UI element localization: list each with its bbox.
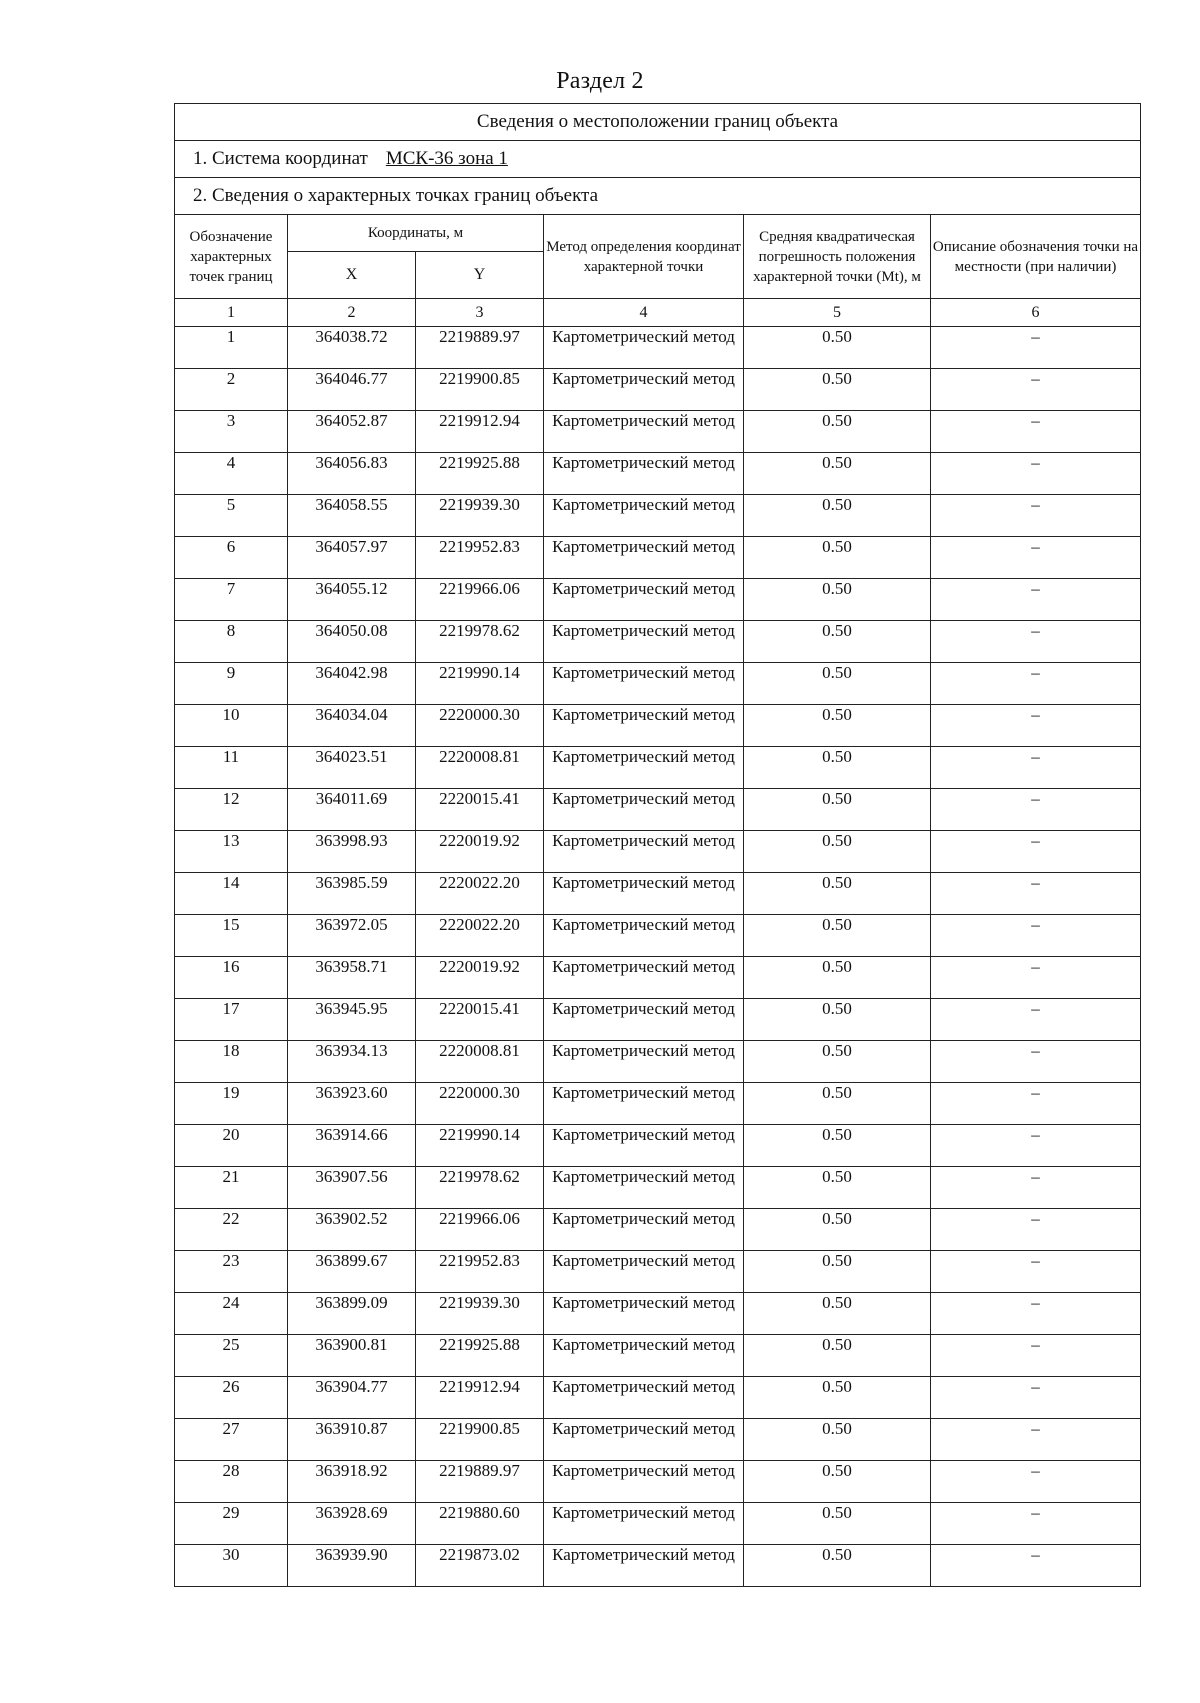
y-coordinate-cell: 2220022.20 xyxy=(416,915,544,957)
x-coordinate-cell: 364052.87 xyxy=(288,411,416,453)
col-header-point: Обозначение характерных точек границ xyxy=(175,215,288,299)
description-cell: – xyxy=(931,915,1141,957)
method-cell: Картометрический метод xyxy=(544,495,744,537)
col-header-x: X xyxy=(288,252,416,299)
column-number: 2 xyxy=(288,299,416,327)
table-row xyxy=(175,621,1141,663)
error-cell: 0.50 xyxy=(744,1041,931,1083)
point-number-cell: 19 xyxy=(175,1083,288,1125)
description-cell: – xyxy=(931,1503,1141,1545)
description-cell: – xyxy=(931,1335,1141,1377)
method-cell: Картометрический метод xyxy=(544,1293,744,1335)
x-coordinate-cell: 363904.77 xyxy=(288,1377,416,1419)
col-header-description: Описание обозначения точки на местности (при наличии) xyxy=(931,215,1141,299)
method-cell: Картометрический метод xyxy=(544,873,744,915)
description-cell: – xyxy=(931,327,1141,369)
description-cell: – xyxy=(931,1125,1141,1167)
point-number-cell: 8 xyxy=(175,621,288,663)
x-coordinate-cell: 363910.87 xyxy=(288,1419,416,1461)
table-row xyxy=(175,1125,1141,1167)
method-cell: Картометрический метод xyxy=(544,537,744,579)
point-number-cell: 21 xyxy=(175,1167,288,1209)
column-number: 1 xyxy=(175,299,288,327)
x-coordinate-cell: 363907.56 xyxy=(288,1167,416,1209)
description-cell: – xyxy=(931,663,1141,705)
method-cell: Картометрический метод xyxy=(544,1167,744,1209)
point-number-cell: 20 xyxy=(175,1125,288,1167)
description-cell: – xyxy=(931,999,1141,1041)
error-cell: 0.50 xyxy=(744,1461,931,1503)
error-cell: 0.50 xyxy=(744,1251,931,1293)
error-cell: 0.50 xyxy=(744,411,931,453)
y-coordinate-cell: 2219925.88 xyxy=(416,1335,544,1377)
y-coordinate-cell: 2219966.06 xyxy=(416,579,544,621)
point-number-cell: 7 xyxy=(175,579,288,621)
method-cell: Картометрический метод xyxy=(544,999,744,1041)
error-cell: 0.50 xyxy=(744,957,931,999)
y-coordinate-cell: 2219990.14 xyxy=(416,1125,544,1167)
col-header-y: Y xyxy=(416,252,544,299)
point-number-cell: 14 xyxy=(175,873,288,915)
point-number-cell: 18 xyxy=(175,1041,288,1083)
table-row xyxy=(175,453,1141,495)
description-cell: – xyxy=(931,537,1141,579)
method-cell: Картометрический метод xyxy=(544,621,744,663)
y-coordinate-cell: 2219952.83 xyxy=(416,537,544,579)
description-cell: – xyxy=(931,1293,1141,1335)
point-number-cell: 30 xyxy=(175,1545,288,1587)
error-cell: 0.50 xyxy=(744,999,931,1041)
boundary-points-table xyxy=(174,103,1141,1587)
col-header-coords: Координаты, м xyxy=(288,215,544,252)
method-cell: Картометрический метод xyxy=(544,1125,744,1167)
table-row xyxy=(175,1209,1141,1251)
error-cell: 0.50 xyxy=(744,1209,931,1251)
description-cell: – xyxy=(931,579,1141,621)
table-row xyxy=(175,831,1141,873)
table-row xyxy=(175,495,1141,537)
table-row xyxy=(175,747,1141,789)
point-number-cell: 24 xyxy=(175,1293,288,1335)
x-coordinate-cell: 364038.72 xyxy=(288,327,416,369)
point-number-cell: 29 xyxy=(175,1503,288,1545)
error-cell: 0.50 xyxy=(744,747,931,789)
error-cell: 0.50 xyxy=(744,1083,931,1125)
error-cell: 0.50 xyxy=(744,327,931,369)
error-cell: 0.50 xyxy=(744,1293,931,1335)
x-coordinate-cell: 364046.77 xyxy=(288,369,416,411)
table-row xyxy=(175,1545,1141,1587)
y-coordinate-cell: 2220015.41 xyxy=(416,999,544,1041)
y-coordinate-cell: 2220008.81 xyxy=(416,1041,544,1083)
x-coordinate-cell: 364050.08 xyxy=(288,621,416,663)
x-coordinate-cell: 363939.90 xyxy=(288,1545,416,1587)
method-cell: Картометрический метод xyxy=(544,789,744,831)
error-cell: 0.50 xyxy=(744,369,931,411)
x-coordinate-cell: 363914.66 xyxy=(288,1125,416,1167)
description-cell: – xyxy=(931,1419,1141,1461)
error-cell: 0.50 xyxy=(744,1167,931,1209)
y-coordinate-cell: 2220019.92 xyxy=(416,831,544,873)
x-coordinate-cell: 363934.13 xyxy=(288,1041,416,1083)
table-row xyxy=(175,1461,1141,1503)
method-cell: Картометрический метод xyxy=(544,1083,744,1125)
error-cell: 0.50 xyxy=(744,1545,931,1587)
y-coordinate-cell: 2219900.85 xyxy=(416,1419,544,1461)
table-row xyxy=(175,789,1141,831)
x-coordinate-cell: 363945.95 xyxy=(288,999,416,1041)
error-cell: 0.50 xyxy=(744,789,931,831)
x-coordinate-cell: 363899.09 xyxy=(288,1293,416,1335)
error-cell: 0.50 xyxy=(744,1419,931,1461)
method-cell: Картометрический метод xyxy=(544,747,744,789)
description-cell: – xyxy=(931,369,1141,411)
point-number-cell: 2 xyxy=(175,369,288,411)
method-cell: Картометрический метод xyxy=(544,1377,744,1419)
x-coordinate-cell: 364023.51 xyxy=(288,747,416,789)
y-coordinate-cell: 2219978.62 xyxy=(416,621,544,663)
x-coordinate-cell: 363918.92 xyxy=(288,1461,416,1503)
description-cell: – xyxy=(931,621,1141,663)
col-header-method: Метод определения координат характерной точки xyxy=(544,215,744,299)
table-row xyxy=(175,537,1141,579)
table-row xyxy=(175,579,1141,621)
table-row xyxy=(175,663,1141,705)
table-row xyxy=(175,1377,1141,1419)
y-coordinate-cell: 2219978.62 xyxy=(416,1167,544,1209)
column-number: 3 xyxy=(416,299,544,327)
method-cell: Картометрический метод xyxy=(544,1209,744,1251)
point-number-cell: 10 xyxy=(175,705,288,747)
point-number-cell: 3 xyxy=(175,411,288,453)
point-number-cell: 23 xyxy=(175,1251,288,1293)
description-cell: – xyxy=(931,411,1141,453)
description-cell: – xyxy=(931,1209,1141,1251)
method-cell: Картометрический метод xyxy=(544,915,744,957)
x-coordinate-cell: 364057.97 xyxy=(288,537,416,579)
table-title: Сведения о местоположении границ объекта xyxy=(175,104,1141,141)
x-coordinate-cell: 364034.04 xyxy=(288,705,416,747)
point-number-cell: 22 xyxy=(175,1209,288,1251)
table-row xyxy=(175,411,1141,453)
point-number-cell: 6 xyxy=(175,537,288,579)
y-coordinate-cell: 2219912.94 xyxy=(416,1377,544,1419)
x-coordinate-cell: 363972.05 xyxy=(288,915,416,957)
description-cell: – xyxy=(931,453,1141,495)
coordinate-system-value: МСК-36 зона 1 xyxy=(385,148,508,169)
point-number-cell: 17 xyxy=(175,999,288,1041)
error-cell: 0.50 xyxy=(744,831,931,873)
y-coordinate-cell: 2219889.97 xyxy=(416,327,544,369)
x-coordinate-cell: 363899.67 xyxy=(288,1251,416,1293)
column-number: 5 xyxy=(744,299,931,327)
method-cell: Картометрический метод xyxy=(544,663,744,705)
method-cell: Картометрический метод xyxy=(544,957,744,999)
y-coordinate-cell: 2219873.02 xyxy=(416,1545,544,1587)
error-cell: 0.50 xyxy=(744,663,931,705)
method-cell: Картометрический метод xyxy=(544,579,744,621)
method-cell: Картометрический метод xyxy=(544,831,744,873)
description-cell: – xyxy=(931,747,1141,789)
x-coordinate-cell: 363998.93 xyxy=(288,831,416,873)
table-row xyxy=(175,1083,1141,1125)
description-cell: – xyxy=(931,1545,1141,1587)
x-coordinate-cell: 363985.59 xyxy=(288,873,416,915)
method-cell: Картометрический метод xyxy=(544,1461,744,1503)
error-cell: 0.50 xyxy=(744,453,931,495)
method-cell: Картометрический метод xyxy=(544,1545,744,1587)
point-number-cell: 25 xyxy=(175,1335,288,1377)
x-coordinate-cell: 363928.69 xyxy=(288,1503,416,1545)
description-cell: – xyxy=(931,873,1141,915)
x-coordinate-cell: 363923.60 xyxy=(288,1083,416,1125)
y-coordinate-cell: 2219912.94 xyxy=(416,411,544,453)
x-coordinate-cell: 363958.71 xyxy=(288,957,416,999)
point-number-cell: 26 xyxy=(175,1377,288,1419)
error-cell: 0.50 xyxy=(744,1335,931,1377)
table-row xyxy=(175,327,1141,369)
coordinate-system-label: 1. Система координат xyxy=(193,148,368,169)
x-coordinate-cell: 363902.52 xyxy=(288,1209,416,1251)
section-title: Раздел 2 xyxy=(556,68,644,94)
description-cell: – xyxy=(931,789,1141,831)
error-cell: 0.50 xyxy=(744,621,931,663)
description-cell: – xyxy=(931,1083,1141,1125)
y-coordinate-cell: 2220019.92 xyxy=(416,957,544,999)
point-number-cell: 16 xyxy=(175,957,288,999)
method-cell: Картометрический метод xyxy=(544,411,744,453)
error-cell: 0.50 xyxy=(744,1377,931,1419)
method-cell: Картометрический метод xyxy=(544,1335,744,1377)
description-cell: – xyxy=(931,957,1141,999)
method-cell: Картометрический метод xyxy=(544,705,744,747)
description-cell: – xyxy=(931,1377,1141,1419)
point-number-cell: 11 xyxy=(175,747,288,789)
point-number-cell: 12 xyxy=(175,789,288,831)
description-cell: – xyxy=(931,495,1141,537)
x-coordinate-cell: 364042.98 xyxy=(288,663,416,705)
x-coordinate-cell: 364011.69 xyxy=(288,789,416,831)
error-cell: 0.50 xyxy=(744,537,931,579)
error-cell: 0.50 xyxy=(744,579,931,621)
y-coordinate-cell: 2219925.88 xyxy=(416,453,544,495)
error-cell: 0.50 xyxy=(744,705,931,747)
method-cell: Картометрический метод xyxy=(544,1503,744,1545)
table-row xyxy=(175,1293,1141,1335)
coordinate-system-row xyxy=(175,141,1141,178)
column-number: 6 xyxy=(931,299,1141,327)
y-coordinate-cell: 2219939.30 xyxy=(416,495,544,537)
table-row xyxy=(175,1167,1141,1209)
y-coordinate-cell: 2220008.81 xyxy=(416,747,544,789)
error-cell: 0.50 xyxy=(744,1503,931,1545)
description-cell: – xyxy=(931,1167,1141,1209)
description-cell: – xyxy=(931,1251,1141,1293)
x-coordinate-cell: 363900.81 xyxy=(288,1335,416,1377)
y-coordinate-cell: 2220022.20 xyxy=(416,873,544,915)
col-header-error: Средняя квадратическая погрешность положения характерной точки (Mt), м xyxy=(744,215,931,299)
table-row xyxy=(175,705,1141,747)
error-cell: 0.50 xyxy=(744,495,931,537)
y-coordinate-cell: 2219966.06 xyxy=(416,1209,544,1251)
point-number-cell: 9 xyxy=(175,663,288,705)
table-row xyxy=(175,1041,1141,1083)
x-coordinate-cell: 364055.12 xyxy=(288,579,416,621)
point-number-cell: 15 xyxy=(175,915,288,957)
y-coordinate-cell: 2219990.14 xyxy=(416,663,544,705)
table-row xyxy=(175,1251,1141,1293)
y-coordinate-cell: 2219900.85 xyxy=(416,369,544,411)
description-cell: – xyxy=(931,831,1141,873)
table-row xyxy=(175,1335,1141,1377)
x-coordinate-cell: 364056.83 xyxy=(288,453,416,495)
error-cell: 0.50 xyxy=(744,1125,931,1167)
point-number-cell: 5 xyxy=(175,495,288,537)
error-cell: 0.50 xyxy=(744,915,931,957)
table-row xyxy=(175,1419,1141,1461)
point-number-cell: 27 xyxy=(175,1419,288,1461)
table-row xyxy=(175,873,1141,915)
point-number-cell: 13 xyxy=(175,831,288,873)
y-coordinate-cell: 2219880.60 xyxy=(416,1503,544,1545)
description-cell: – xyxy=(931,1461,1141,1503)
column-number-row xyxy=(175,299,1141,327)
table-row xyxy=(175,369,1141,411)
method-cell: Картометрический метод xyxy=(544,369,744,411)
point-number-cell: 28 xyxy=(175,1461,288,1503)
table-row xyxy=(175,915,1141,957)
points-heading: 2. Сведения о характерных точках границ объекта xyxy=(175,178,1141,215)
y-coordinate-cell: 2219952.83 xyxy=(416,1251,544,1293)
y-coordinate-cell: 2219939.30 xyxy=(416,1293,544,1335)
method-cell: Картометрический метод xyxy=(544,453,744,495)
error-cell: 0.50 xyxy=(744,873,931,915)
table-row xyxy=(175,1503,1141,1545)
table-row xyxy=(175,957,1141,999)
method-cell: Картометрический метод xyxy=(544,327,744,369)
y-coordinate-cell: 2219889.97 xyxy=(416,1461,544,1503)
description-cell: – xyxy=(931,1041,1141,1083)
point-number-cell: 1 xyxy=(175,327,288,369)
point-number-cell: 4 xyxy=(175,453,288,495)
method-cell: Картометрический метод xyxy=(544,1041,744,1083)
description-cell: – xyxy=(931,705,1141,747)
y-coordinate-cell: 2220000.30 xyxy=(416,705,544,747)
y-coordinate-cell: 2220015.41 xyxy=(416,789,544,831)
y-coordinate-cell: 2220000.30 xyxy=(416,1083,544,1125)
x-coordinate-cell: 364058.55 xyxy=(288,495,416,537)
method-cell: Картометрический метод xyxy=(544,1419,744,1461)
column-number: 4 xyxy=(544,299,744,327)
table-row xyxy=(175,999,1141,1041)
method-cell: Картометрический метод xyxy=(544,1251,744,1293)
